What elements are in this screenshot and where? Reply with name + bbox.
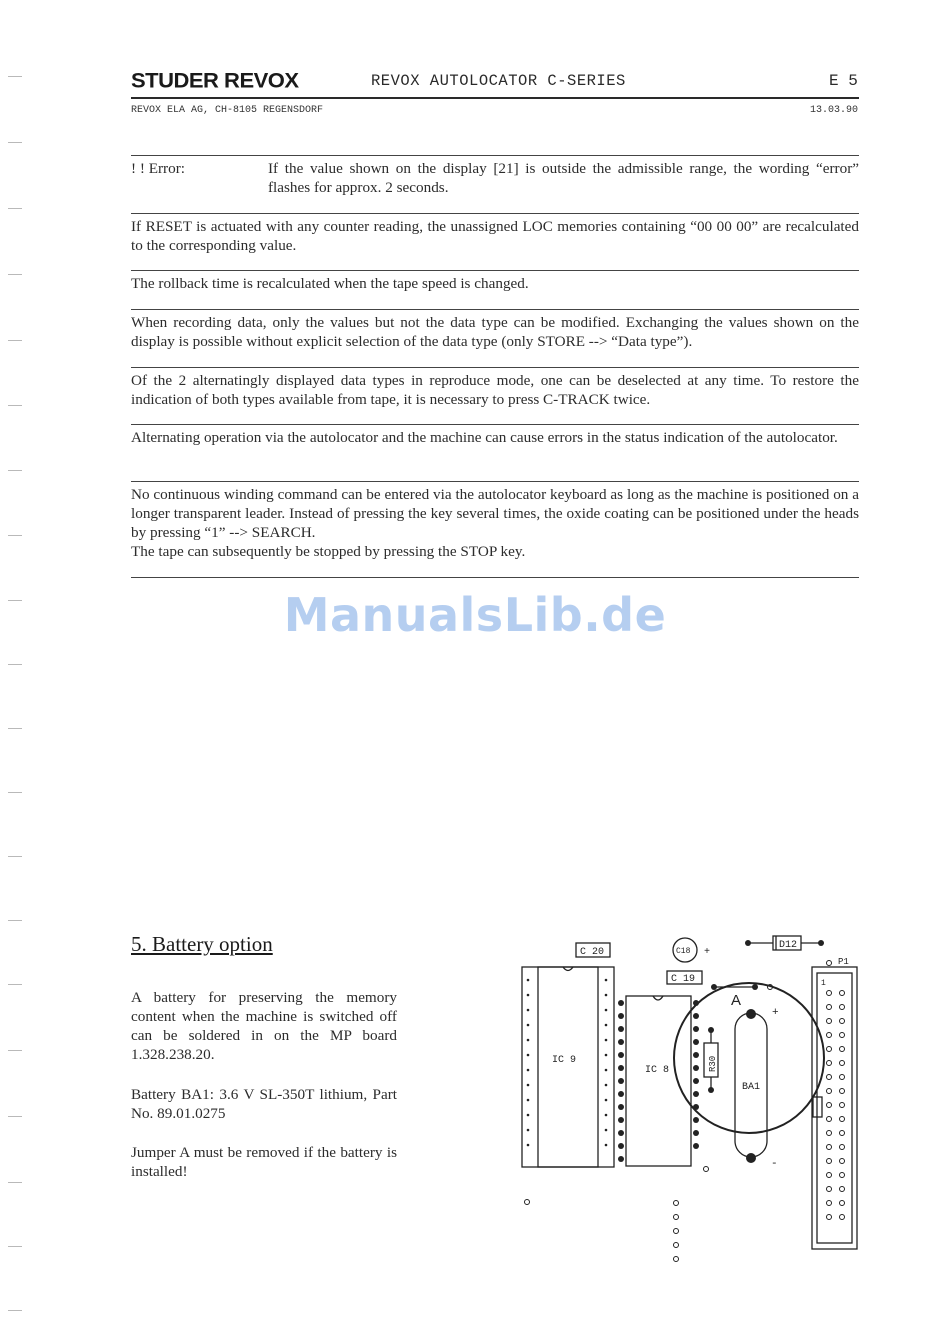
label-c20: C 20: [580, 947, 605, 958]
ic8-chip: [626, 996, 691, 1166]
document-date: 13.03.90: [809, 105, 858, 116]
note-text: If RESET is actuated with any counter reading, the unassigned LOC memories containing “00 00 00” are recalculated to the corresponding value.: [131, 218, 859, 254]
label-r30: R30: [708, 1055, 718, 1072]
section-title: 5. Battery option: [131, 932, 273, 956]
note-text: If the value shown on the display [21] is outside the admissible range, the wording “error” flashes for approx. 2 seconds.: [268, 160, 859, 196]
connector-p1: [812, 967, 857, 1249]
note-text: Of the 2 alternatingly displayed data types in reproduce mode, one can be deselected at any time. To restore the indication of both types available from tape, it is necessary to press C-TRACK twice.: [131, 372, 859, 408]
brand-logo: STUDER REVOX: [131, 68, 299, 93]
note-text: The rollback time is recalculated when the tape speed is changed.: [131, 275, 529, 292]
ic9-socket: [522, 967, 614, 1167]
label-p1: P1: [838, 957, 849, 967]
note-text: When recording data, only the values but not the data type can be modified. Exchanging the values shown on the display is possible without explicit selection of the data type (only STORE --> “Data type”).: [131, 314, 859, 350]
label-c18: C18: [676, 947, 691, 956]
document-title: REVOX AUTOLOCATOR C-SERIES: [371, 72, 626, 90]
company-address: REVOX ELA AG, CH-8105 REGENSDORF: [131, 105, 324, 116]
watermark: ManualsLib.de: [283, 588, 667, 642]
label-jumper-a: A: [731, 992, 742, 1009]
label-ic9: IC 9: [552, 1055, 577, 1066]
note-text-continued: The tape can subsequently be stopped by pressing the STOP key.: [131, 543, 526, 560]
label-pin-1: 1: [821, 979, 826, 988]
ic9-chip: [538, 967, 598, 1167]
label-ic8: IC 8: [645, 1065, 670, 1076]
label-ba1: BA1: [742, 1082, 761, 1093]
note-label: ! ! Error:: [131, 160, 185, 177]
note-text: Alternating operation via the autolocator and the machine can cause errors in the status indication of the autolocator.: [131, 429, 838, 446]
section-paragraph: Jumper A must be removed if the battery is installed!: [131, 1144, 397, 1180]
label-c18-polarity: +: [704, 947, 711, 958]
section-paragraph: Battery BA1: 3.6 V SL-350T lithium, Part No. 89.01.0275: [131, 1086, 397, 1122]
note-text: No continuous winding command can be entered via the autolocator keyboard as long as the machine is positioned on a longer transparent leader. Instead of pressing the key several times, the oxide coating can be positioned under the heads by pressing “1” --> SEARCH.: [131, 486, 859, 541]
section-paragraph: A battery for preserving the memory content when the machine is switched off can be soldered in on the MP board 1.328.238.20.: [131, 989, 397, 1063]
label-battery-minus: -: [771, 1158, 778, 1170]
page-number: E 5: [829, 72, 858, 90]
label-battery-plus: +: [772, 1007, 779, 1019]
label-d12: D12: [779, 940, 798, 951]
label-c19: C 19: [671, 974, 696, 985]
